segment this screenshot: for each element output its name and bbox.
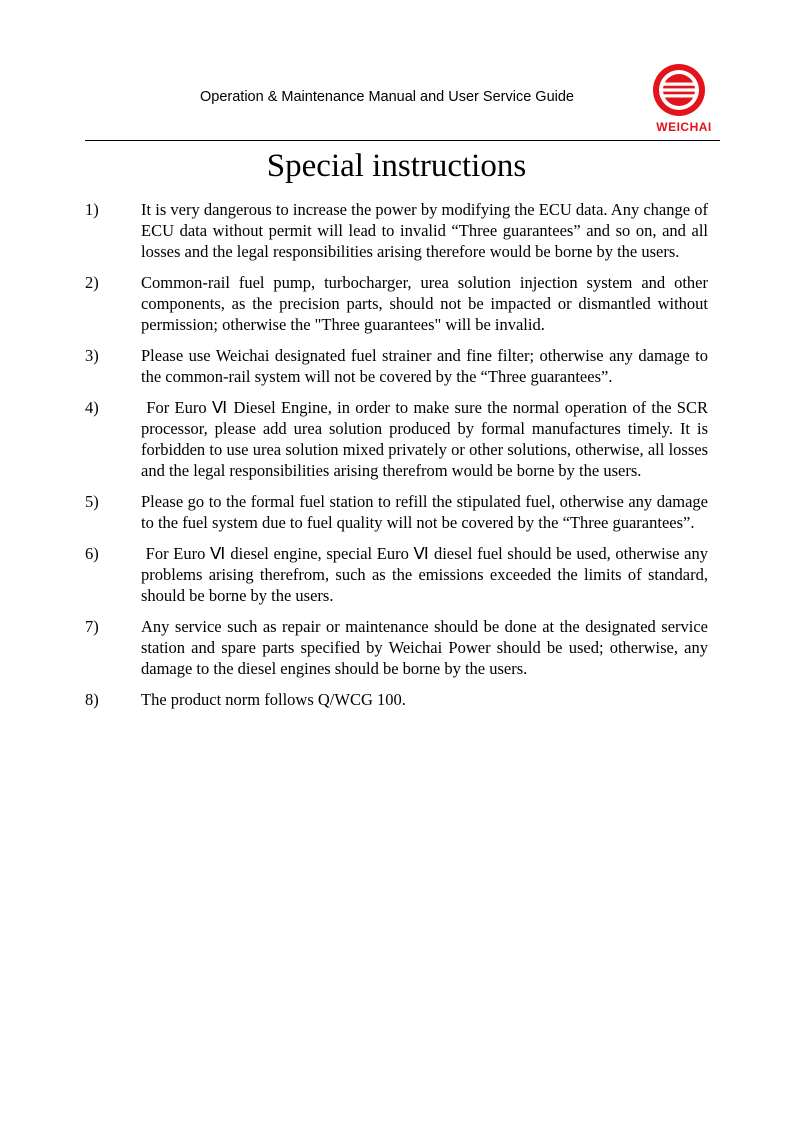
page-title: Special instructions	[266, 148, 527, 184]
instruction-item	[85, 689, 708, 710]
instruction-text: Any service such as repair or maintenance should be done at the designated service station and spare parts specified by Weichai Power should be used; otherwise, any damage to the diesel engines should be borne by the users.	[141, 617, 708, 678]
instruction-text: Please use Weichai designated fuel strainer and fine filter; otherwise any damage to the common-rail system will not be covered by the “Three guarantees”.	[141, 346, 708, 386]
instruction-number: 3)	[85, 346, 99, 365]
instruction-item	[85, 397, 708, 481]
instruction-item	[85, 345, 708, 387]
instruction-text: Common-rail fuel pump, turbocharger, urea solution injection system and other components, as the precision parts, should not be impacted or dismantled without permission; otherwise the "Three guarantees" will be invalid.	[141, 273, 708, 334]
instruction-number: 6)	[85, 544, 99, 563]
header-title: Operation & Maintenance Manual and User Service Guide	[200, 89, 574, 105]
instruction-item	[85, 616, 708, 679]
instruction-item	[85, 543, 708, 606]
header-divider	[85, 140, 720, 141]
instruction-item	[85, 199, 708, 262]
instruction-number: 5)	[85, 492, 99, 511]
logo-text: WEICHAI	[656, 120, 712, 134]
instruction-number: 8)	[85, 690, 99, 709]
instruction-text: For Euro Ⅵ diesel engine, special Euro Ⅵ diesel fuel should be used, otherwise any problems arising therefrom, such as the emissions exceeded the limits of standard, should be borne by the users.	[141, 544, 708, 605]
weichai-logo-icon	[645, 62, 723, 118]
instruction-item	[85, 272, 708, 335]
instruction-text: Please go to the formal fuel station to refill the stipulated fuel, otherwise any damage to the fuel system due to fuel quality will not be covered by the “Three guarantees”.	[141, 492, 708, 532]
instructions-list	[85, 199, 708, 720]
instruction-text: It is very dangerous to increase the power by modifying the ECU data. Any change of ECU data without permit will lead to invalid “Three guarantees” and so on, and all losses and the legal responsibilities arising therefore would be borne by the users.	[141, 200, 708, 261]
instruction-number: 7)	[85, 617, 99, 636]
instruction-text: For Euro Ⅵ Diesel Engine, in order to make sure the normal operation of the SCR processor, please add urea solution produced by formal manufactures timely. It is forbidden to use urea solution mixed privately or other solutions, otherwise, all losses and the legal responsibilities arising therefrom would be borne by the users.	[141, 398, 708, 480]
instruction-item	[85, 491, 708, 533]
instruction-number: 4)	[85, 398, 99, 417]
instruction-text: The product norm follows Q/WCG 100.	[141, 690, 406, 709]
instruction-number: 1)	[85, 200, 99, 219]
instruction-number: 2)	[85, 273, 99, 292]
